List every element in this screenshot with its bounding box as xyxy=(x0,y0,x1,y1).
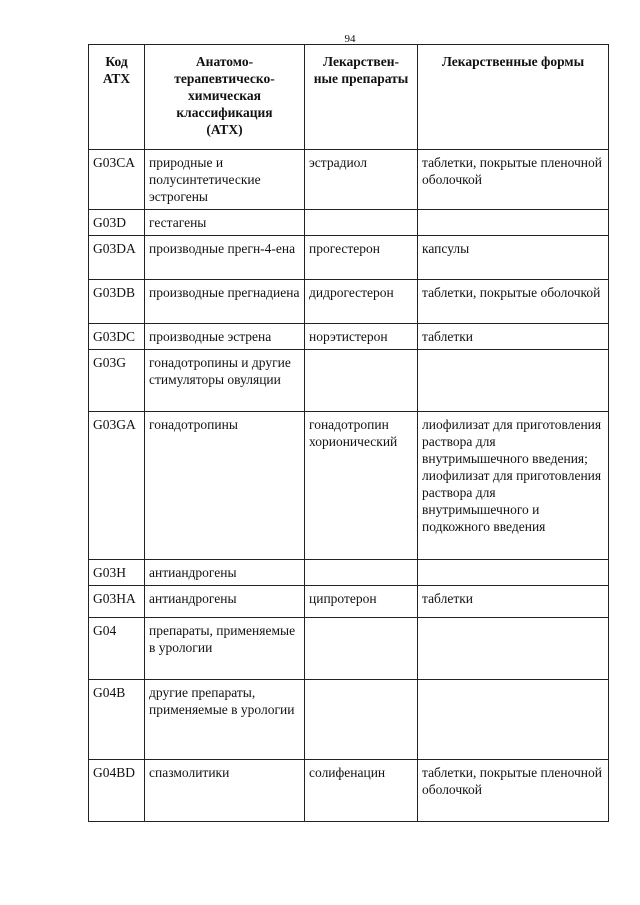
table-row xyxy=(89,680,609,760)
cell-drug: норэтистерон xyxy=(305,324,418,350)
table-row xyxy=(89,412,609,560)
cell-class: гонадотропины и другие стимуляторы овуляции xyxy=(145,350,305,412)
cell-code: G04B xyxy=(89,680,145,760)
cell-class: препараты, применяемые в урологии xyxy=(145,618,305,680)
cell-drug xyxy=(305,560,418,586)
cell-code: G03GA xyxy=(89,412,145,560)
cell-drug xyxy=(305,680,418,760)
cell-form: таблетки, покрытые пленочной оболочкой xyxy=(418,150,609,210)
cell-drug xyxy=(305,350,418,412)
page-number: 94 xyxy=(344,33,356,45)
cell-form: таблетки xyxy=(418,586,609,618)
table-row xyxy=(89,210,609,236)
cell-form: таблетки, покрытые пленочной оболочкой xyxy=(418,760,609,822)
cell-code: G03G xyxy=(89,350,145,412)
cell-code: G03DB xyxy=(89,280,145,324)
cell-class: гонадотропины xyxy=(145,412,305,560)
cell-class: производные прегн-4-ена xyxy=(145,236,305,280)
cell-form xyxy=(418,210,609,236)
cell-class: природные и полусинтетические эстрогены xyxy=(145,150,305,210)
header-code: Код АТХ xyxy=(89,45,145,150)
cell-code: G03DA xyxy=(89,236,145,280)
cell-form xyxy=(418,560,609,586)
cell-form xyxy=(418,350,609,412)
table-row xyxy=(89,280,609,324)
cell-class: производные прегнадиена xyxy=(145,280,305,324)
cell-code: G03D xyxy=(89,210,145,236)
cell-drug xyxy=(305,618,418,680)
cell-drug: гонадотропин хорионический xyxy=(305,412,418,560)
cell-class: гестагены xyxy=(145,210,305,236)
cell-code: G04BD xyxy=(89,760,145,822)
cell-code: G03CA xyxy=(89,150,145,210)
cell-class: другие препараты, применяемые в урологии xyxy=(145,680,305,760)
cell-class: антиандрогены xyxy=(145,560,305,586)
cell-class: производные эстрена xyxy=(145,324,305,350)
atc-table xyxy=(88,44,609,822)
table-row xyxy=(89,236,609,280)
cell-drug: ципротерон xyxy=(305,586,418,618)
cell-code: G04 xyxy=(89,618,145,680)
table-row xyxy=(89,560,609,586)
cell-form: таблетки xyxy=(418,324,609,350)
cell-form: лиофилизат для приготовления раствора для внутримышечного введения; лиофилизат для приготовления раствора для внутримышечного и подкожного введения xyxy=(418,412,609,560)
cell-drug: прогестерон xyxy=(305,236,418,280)
cell-code: G03HA xyxy=(89,586,145,618)
cell-form: капсулы xyxy=(418,236,609,280)
header-classification: Анатомо- терапевтическо- химическая классификация (АТХ) xyxy=(145,45,305,150)
table-row xyxy=(89,150,609,210)
cell-drug: эстрадиол xyxy=(305,150,418,210)
header-drugs: Лекарствен- ные препараты xyxy=(305,45,418,150)
table-header-row xyxy=(89,45,609,150)
header-forms: Лекарственные формы xyxy=(418,45,609,150)
cell-class: спазмолитики xyxy=(145,760,305,822)
cell-form: таблетки, покрытые оболочкой xyxy=(418,280,609,324)
table-row xyxy=(89,350,609,412)
cell-code: G03DC xyxy=(89,324,145,350)
table-row xyxy=(89,760,609,822)
table-row xyxy=(89,586,609,618)
cell-code: G03H xyxy=(89,560,145,586)
table-row xyxy=(89,324,609,350)
cell-class: антиандрогены xyxy=(145,586,305,618)
cell-drug: дидрогестерон xyxy=(305,280,418,324)
cell-drug: солифенацин xyxy=(305,760,418,822)
cell-form xyxy=(418,680,609,760)
cell-drug xyxy=(305,210,418,236)
cell-form xyxy=(418,618,609,680)
table-row xyxy=(89,618,609,680)
